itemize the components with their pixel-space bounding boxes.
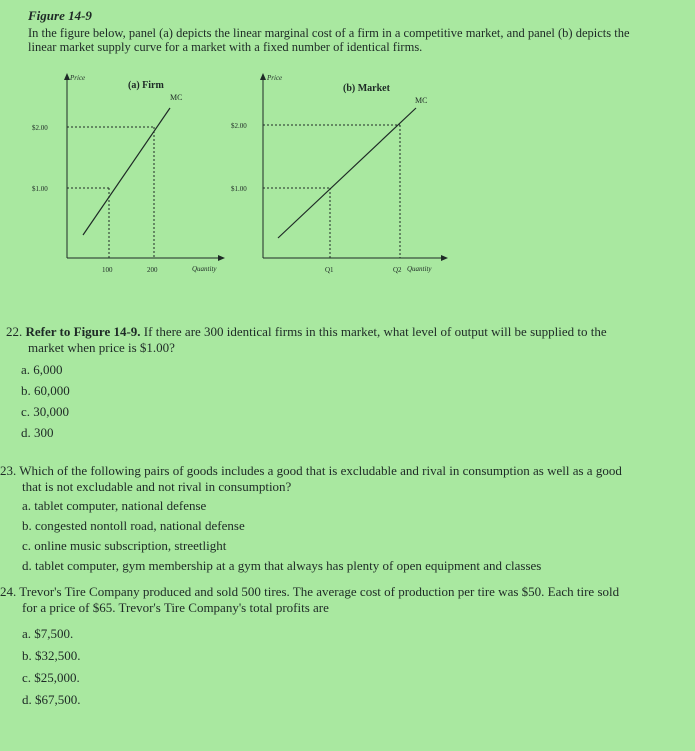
question-22-number: 22. [6, 324, 23, 339]
question-22-lead: Refer to Figure 14-9. [25, 324, 141, 339]
question-23-number: 23. [0, 463, 17, 478]
question-24-text-cont: for a price of $65. Trevor's Tire Company's total profits are [22, 600, 329, 615]
question-24-text: Trevor's Tire Company produced and sold 500 tires. The average cost of production per tire was $50. Each tire sold [19, 584, 620, 599]
panel-b-mc-line [278, 108, 416, 238]
question-23 [0, 463, 660, 495]
panel-a-x-arrow [218, 255, 225, 261]
panel-a-x-label: Quantity [192, 265, 217, 273]
panel-b-chart [225, 70, 465, 280]
figure-caption: In the figure below, panel (a) depicts the linear marginal cost of a firm in a competitive market, and panel (b) depicts the linear market supply curve for a market with a fixed number of identical firms. [28, 26, 630, 54]
question-22-option-a[interactable]: a. 6,000 [21, 362, 63, 377]
question-24-option-c[interactable]: c. $25,000. [22, 670, 80, 685]
question-22 [6, 324, 646, 356]
question-22-text: If there are 300 identical firms in this market, what level of output will be supplied to the [140, 324, 607, 339]
question-22-option-d[interactable]: d. 300 [21, 425, 54, 440]
question-22-option-c[interactable]: c. 30,000 [21, 404, 70, 419]
panel-a-x-tick-100: 100 [102, 266, 113, 274]
panel-b-x-arrow [441, 255, 448, 261]
question-23-option-a[interactable]: a. tablet computer, national defense [22, 498, 207, 513]
panel-a-y-tick-2: $2.00 [32, 124, 48, 132]
panel-b-y-tick-2: $2.00 [231, 122, 247, 130]
panel-a-title: (a) Firm [128, 80, 164, 91]
panel-b-y-tick-1: $1.00 [231, 185, 247, 193]
panel-b-x-label: Quantity [407, 265, 432, 273]
panel-a-y-tick-1: $1.00 [32, 185, 48, 193]
question-24-number: 24. [0, 584, 17, 599]
panel-b-y-label: Price [267, 74, 283, 82]
question-22-option-b[interactable]: b. 60,000 [21, 383, 70, 398]
panel-b-y-arrow [260, 73, 266, 80]
question-24-option-d[interactable]: d. $67,500. [22, 692, 81, 707]
question-23-text: Which of the following pairs of goods includes a good that is excludable and rival in consumption as well as a good [19, 463, 622, 478]
question-22-text-cont: market when price is $1.00? [28, 340, 175, 355]
panel-a-y-label: Price [70, 74, 86, 82]
panel-a-curve-label: MC [170, 93, 183, 102]
question-23-option-d[interactable]: d. tablet computer, gym membership at a gym that always has plenty of open equipment and classes [22, 558, 542, 573]
figure-title: Figure 14-9 [28, 8, 92, 23]
question-24-option-a[interactable]: a. $7,500. [22, 626, 74, 641]
panel-b-title: (b) Market [343, 83, 390, 94]
question-24 [0, 584, 680, 616]
question-23-option-b[interactable]: b. congested nontoll road, national defense [22, 518, 245, 533]
question-23-text-cont: that is not excludable and not rival in consumption? [22, 479, 292, 494]
panel-b-curve-label: MC [415, 96, 428, 105]
panel-a-chart [30, 70, 240, 280]
panel-a-x-tick-200: 200 [147, 266, 158, 274]
question-24-option-b[interactable]: b. $32,500. [22, 648, 81, 663]
panel-b-x-tick-q1: Q1 [325, 266, 334, 274]
question-23-option-c[interactable]: c. online music subscription, streetlight [22, 538, 227, 553]
panel-b-x-tick-q2: Q2 [393, 266, 402, 274]
